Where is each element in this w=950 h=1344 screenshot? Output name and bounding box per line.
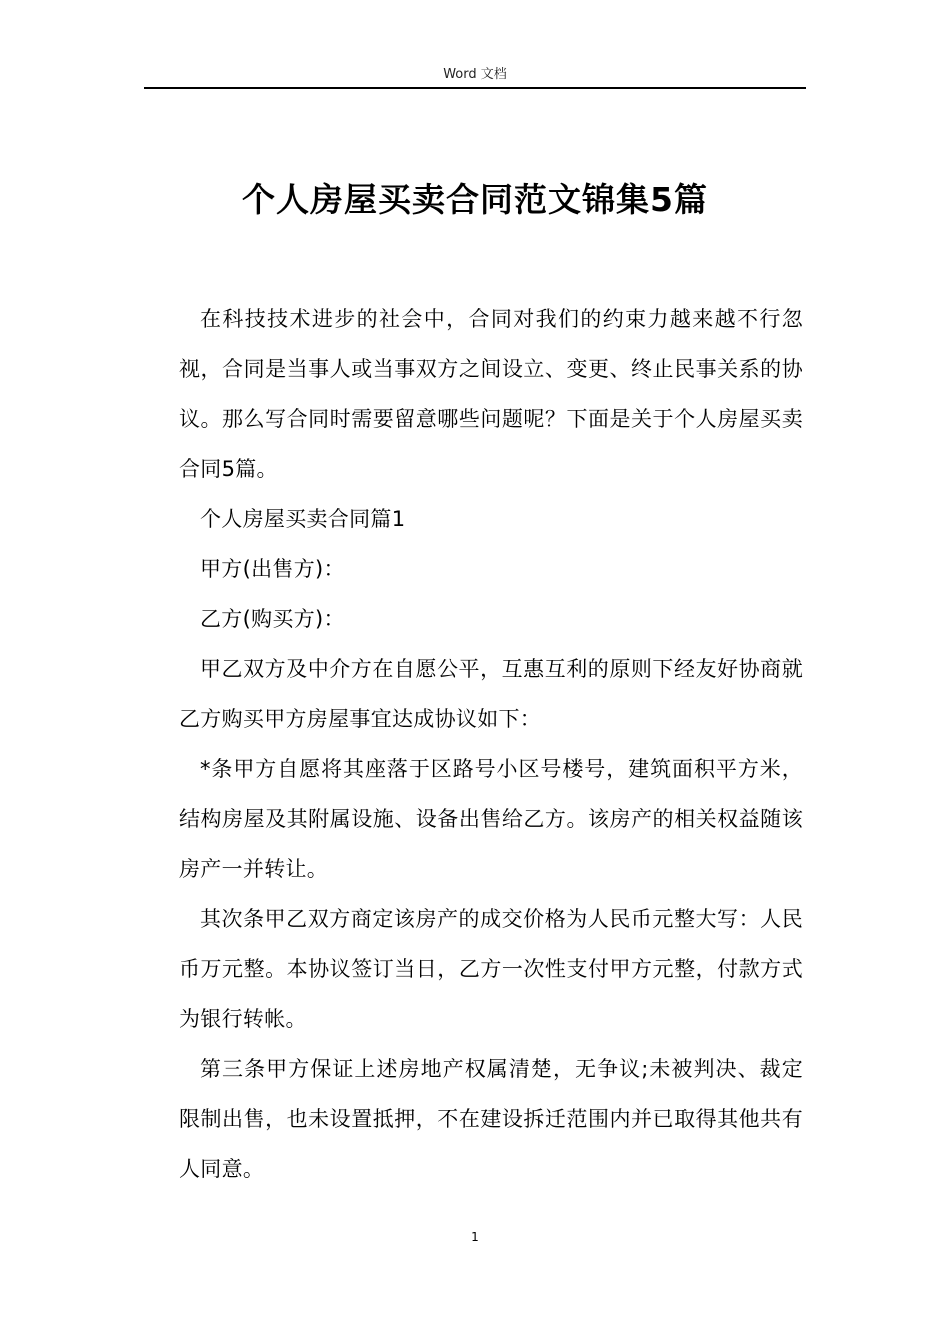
- agreement-paragraph: 甲乙双方及中介方在自愿公平，互惠互利的原则下经友好协商就乙方购买甲方房屋事宜达成协议如下：: [179, 657, 803, 731]
- article-three-paragraph: 第三条甲方保证上述房地产权属清楚，无争议;未被判决、裁定限制出售，也未设置抵押，不在建设拆迁范围内并已取得其他共有人同意。: [179, 1057, 803, 1181]
- article-one-paragraph: *条甲方自愿将其座落于区路号小区号楼号，建筑面积平方米，结构房屋及其附属设施、设备出售给乙方。该房产的相关权益随该房产一并转让。: [179, 757, 803, 881]
- document-body: [179, 294, 803, 1194]
- party-a-line: 甲方(出售方)：: [200, 557, 345, 581]
- header-label: Word 文档: [443, 67, 507, 82]
- document-title: 个人房屋买卖合同范文锦集5篇: [242, 180, 708, 220]
- party-b-line: 乙方(购买方)：: [200, 607, 345, 631]
- contract-heading: 个人房屋买卖合同篇1: [200, 507, 406, 531]
- article-two-paragraph: 其次条甲乙双方商定该房产的成交价格为人民币元整大写：人民币万元整。本协议签订当日，乙方一次性支付甲方元整，付款方式为银行转帐。: [179, 907, 803, 1031]
- header-divider: [144, 87, 806, 89]
- intro-paragraph: 在科技技术进步的社会中，合同对我们的约束力越来越不行忽视，合同是当事人或当事双方之间设立、变更、终止民事关系的协议。那么写合同时需要留意哪些问题呢？下面是关于个人房屋买卖合同5篇。: [179, 307, 803, 481]
- page-number: 1: [471, 1230, 479, 1244]
